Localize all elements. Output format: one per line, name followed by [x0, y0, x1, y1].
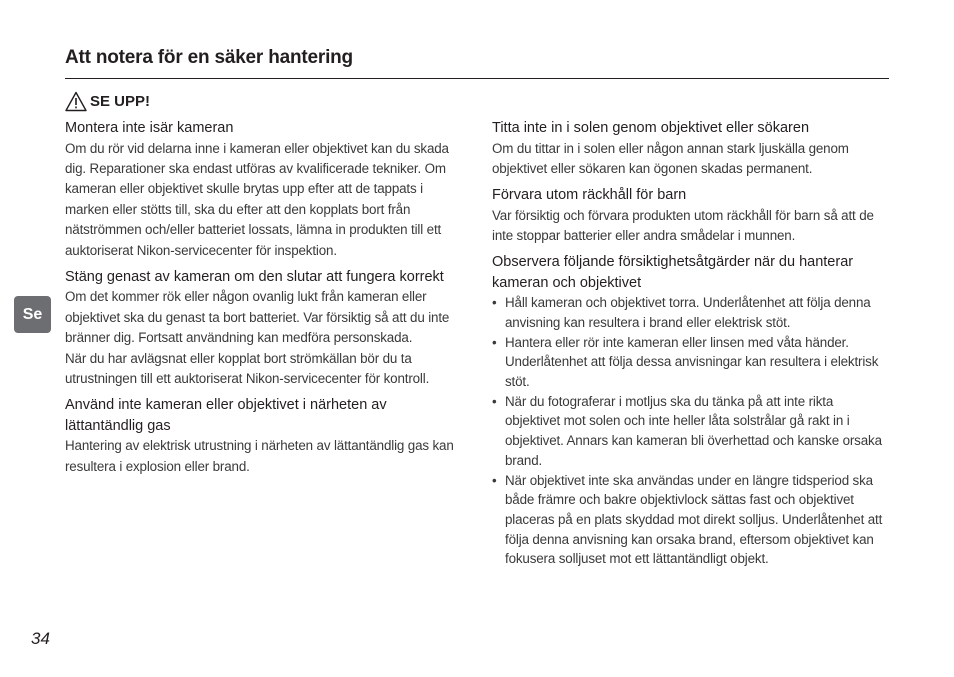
list-item — [492, 471, 888, 570]
list-item — [492, 293, 888, 332]
section-sun — [492, 118, 888, 179]
bullet-marker: • — [492, 393, 497, 409]
section-flammable-gas — [65, 395, 461, 477]
bullet-marker: • — [492, 295, 497, 311]
page-title: Att notera för en säker hantering — [65, 47, 353, 68]
right-column — [492, 118, 888, 575]
section-heading: Förvara utom räckhåll för barn — [492, 187, 687, 204]
bullet-marker: • — [492, 472, 497, 488]
list-item-text: När du fotograferar i motljus ska du tänka på att inte rikta objektivet mot solen och inte heller låta solstrålar gå rakt in i objektivet. Annars kan kameran bli överhettad och kanske orsaka brand. — [505, 393, 882, 468]
language-tab: Se — [14, 296, 51, 333]
warning-triangle-icon — [65, 91, 87, 112]
section-malfunction — [65, 267, 461, 390]
section-body: Om du rör vid delarna inne i kameran eller objektivet kan du skada dig. Reparationer ska endast utföras av kvalificerade tekniker. Om kameran eller objektivet skulle brytas upp efter att de tappats i marken eller stötts till, ska du efter att den kopplats bort från nätströmmen och/eller batteriet lossats, lämna in produkten till ett auktoriserat Nikon-servicecenter för inspektion. — [65, 140, 449, 258]
section-body: Om det kommer rök eller någon ovanlig lukt från kameran eller objektivet ska du genast ta bort batteriet. Var försiktig så att du inte bränner dig. Fortsatt användning kan medföra personskada. — [65, 289, 450, 346]
section-children — [492, 185, 888, 246]
precaution-list — [492, 293, 888, 569]
section-body: Var försiktig och förvara produkten utom räckhåll för barn så att de inte stoppar batterier eller andra smådelar i munnen. — [492, 207, 874, 243]
section-heading: Montera inte isär kameran — [65, 120, 234, 136]
left-column — [65, 118, 461, 483]
caution-header — [65, 89, 150, 113]
section-precautions — [492, 252, 888, 569]
section-body-continued: När du har avlägsnat eller kopplat bort strömkällan bör du ta utrustningen till ett auktoriserat Nikon-servicecenter för kontroll. — [65, 350, 430, 387]
list-item — [492, 333, 888, 392]
section-heading: Observera följande försiktighetsåtgärder när du hanterar kameran och objektivet — [492, 254, 854, 291]
section-heading: Stäng genast av kameran om den slutar att fungera korrekt — [65, 268, 444, 285]
section-heading: Titta inte in i solen genom objektivet eller sökaren — [492, 120, 810, 136]
list-item — [492, 392, 888, 471]
section-heading: Använd inte kameran eller objektivet i närheten av lättantändlig gas — [65, 397, 387, 434]
list-item-text: Håll kameran och objektivet torra. Underlåtenhet att följa denna anvisning kan resultera i brand eller elektrisk stöt. — [505, 295, 871, 330]
list-item-text: När objektivet inte ska användas under en längre tidsperiod ska både främre och bakre objektivlock sättas fast och objektivet placeras på en plats skyddad mot direkt solljus. Underlåtenhet att följa denna anvisning kan orsaka brand, eftersom objektivet kan fokusera solljuset mot ett lättantändligt objekt. — [505, 472, 883, 567]
list-item-text: Hantera eller rör inte kameran eller linsen med våta händer. Underlåtenhet att följa dessa anvisningar kan resultera i elektrisk stöt. — [505, 334, 879, 389]
caution-label: SE UPP! — [90, 92, 151, 110]
section-disassembly — [65, 118, 461, 261]
page-number: 34 — [31, 629, 50, 648]
section-body: Om du tittar in i solen eller någon annan stark ljuskälla genom objektivet eller sökaren kan ögonen skadas permanent. — [492, 140, 849, 176]
section-body: Hantering av elektrisk utrustning i närheten av lättantändlig gas kan resultera i explosion eller brand. — [65, 438, 454, 474]
title-divider — [65, 78, 889, 79]
bullet-marker: • — [492, 334, 497, 350]
